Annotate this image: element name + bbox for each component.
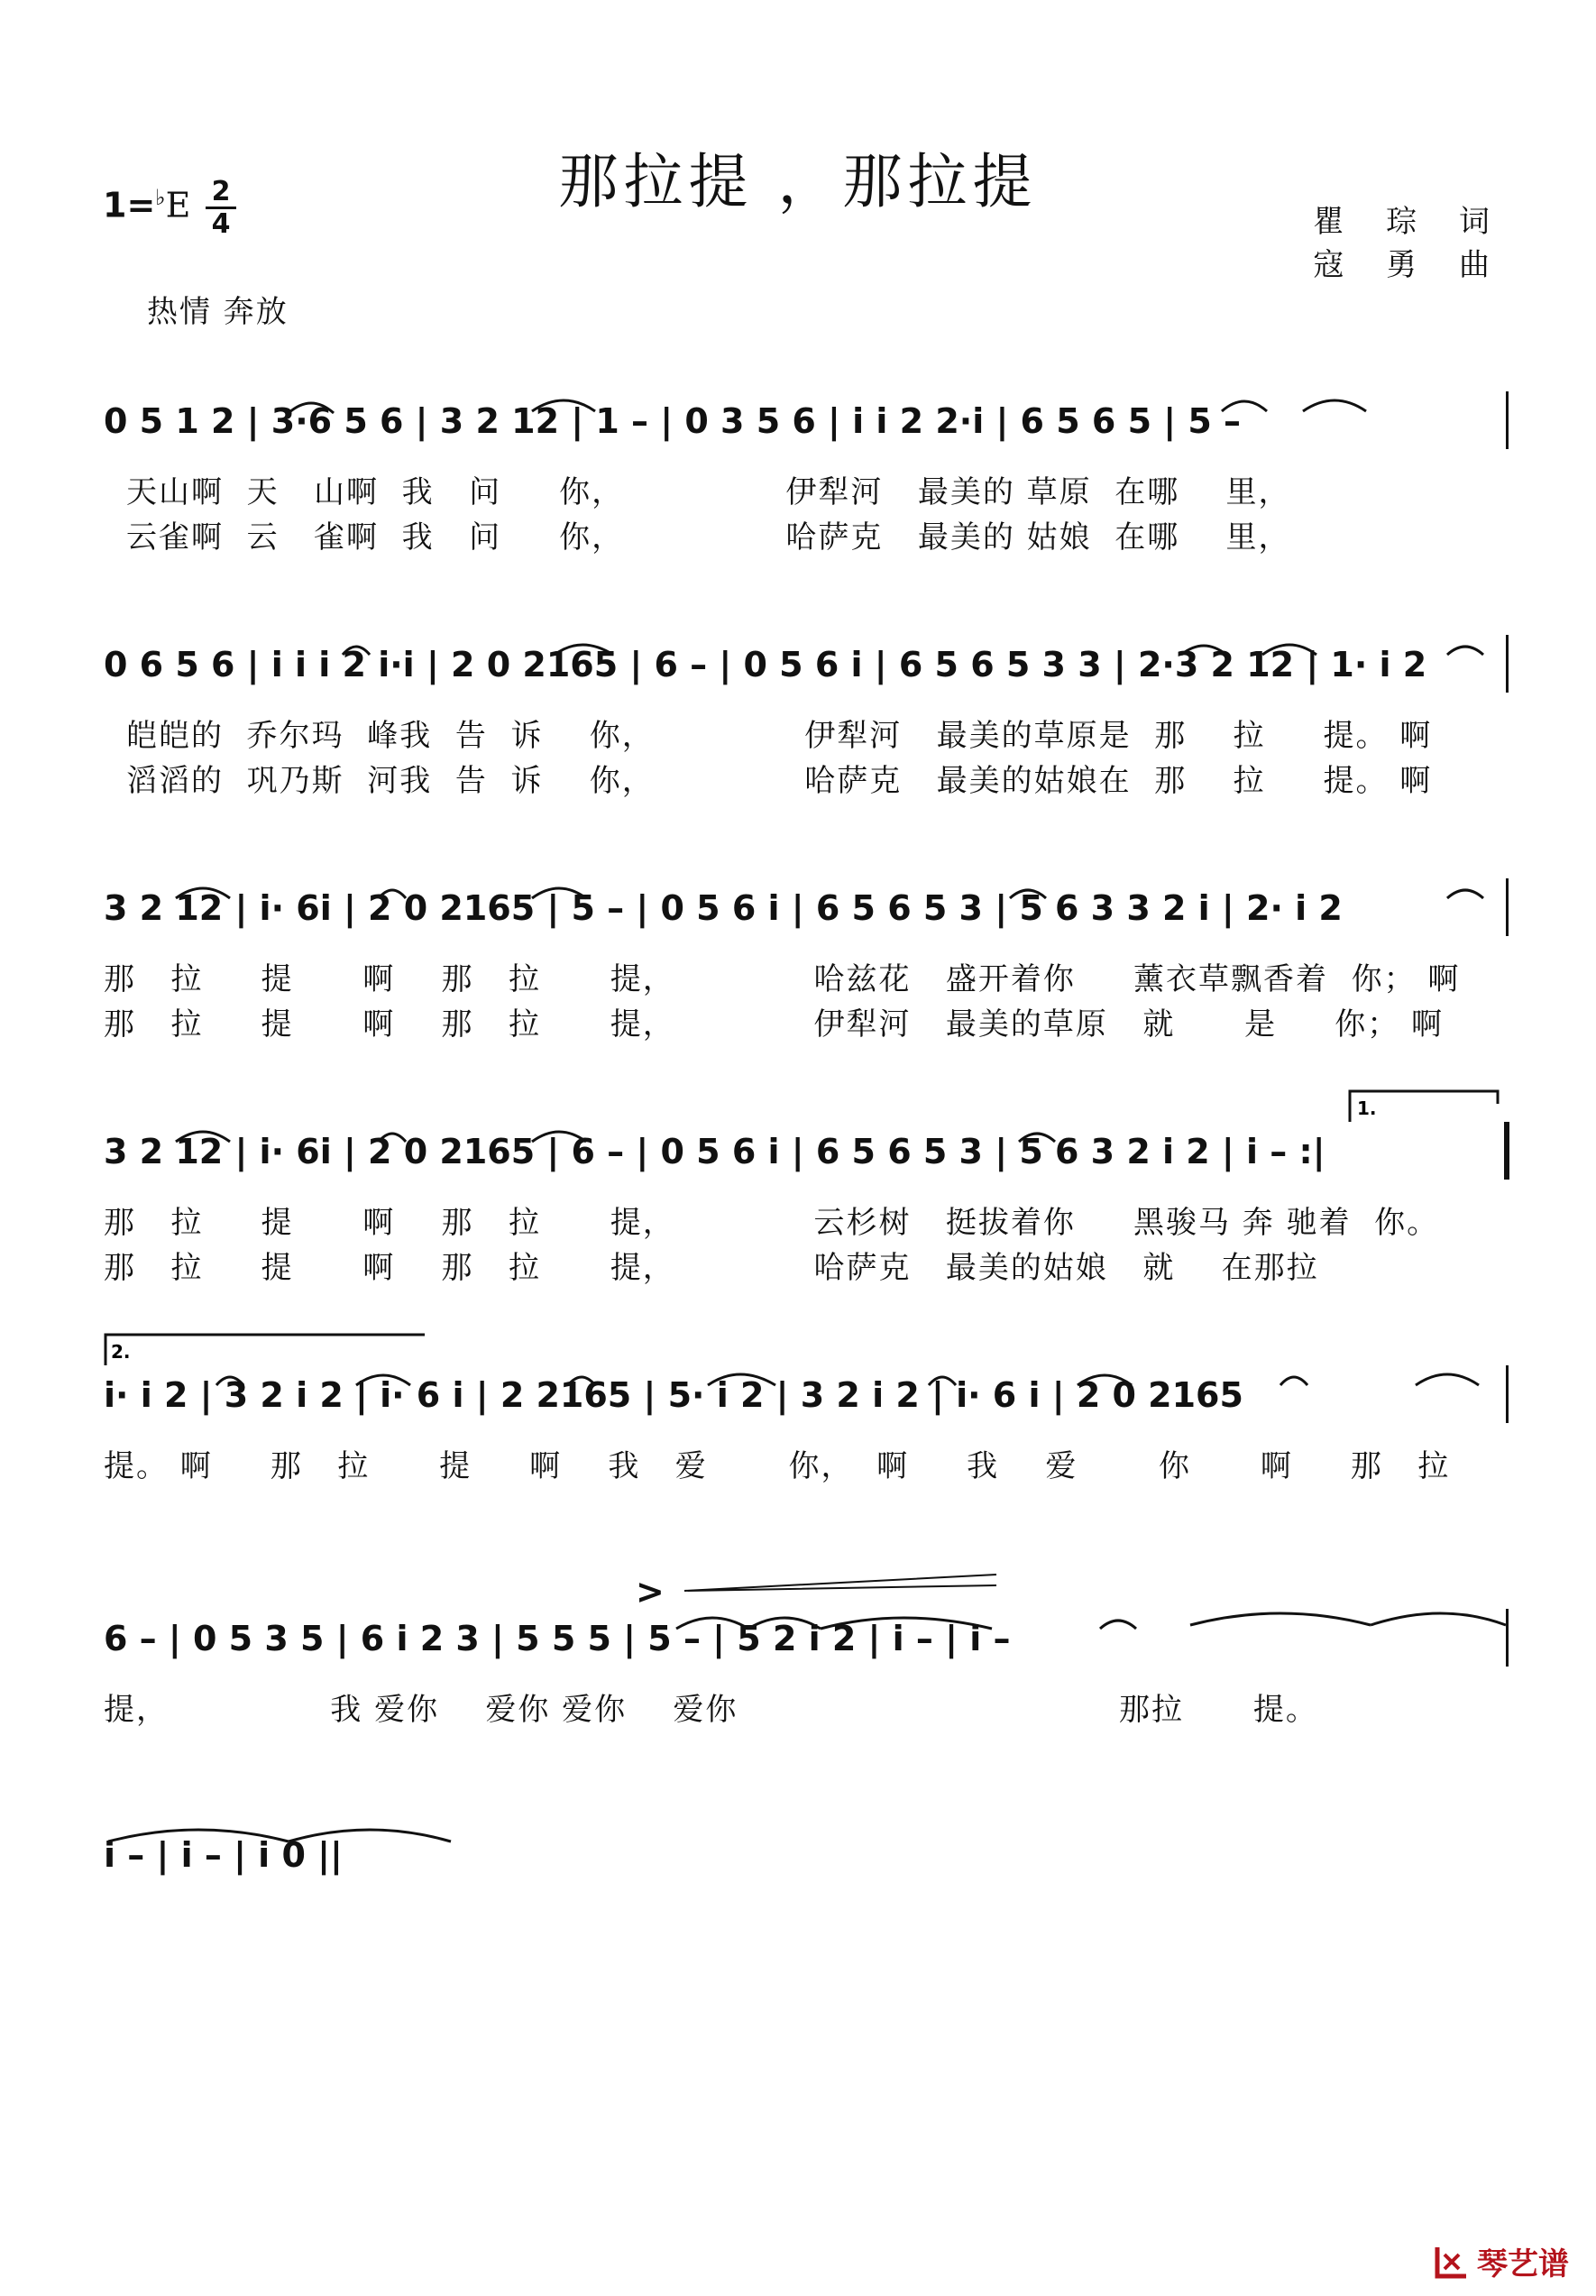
watermark-text: 琴艺谱 [1477, 2246, 1569, 2282]
notation-line-2 [0, 631, 1596, 703]
notes-text: 3 2 12 | i· 6i | 2 0 2165 | 5 – | 0 5 6 i | 6 5 6 5 3 | 5 6 3 3 2 i | 2· i 2 [104, 888, 1343, 928]
notation-line-4 [0, 1118, 1596, 1190]
lyrics-verse-1: 那 拉 提 啊 那 拉 提， 哈兹花 盛开着你 薰衣草飘香着 你； 啊 [104, 961, 1461, 997]
barline [1506, 391, 1509, 449]
lyrics-verse-2: 那 拉 提 啊 那 拉 提， 哈萨克 最美的姑娘 就 在那拉 [104, 1250, 1319, 1286]
time-sig-numerator: 2 [211, 176, 231, 207]
lyricist-credit: 瞿 琮 词 [1313, 204, 1506, 240]
first-ending-bracket [1348, 1088, 1501, 1124]
accent-mark: > [636, 1572, 665, 1612]
notes-text: 3 2 12 | i· 6i | 2 0 2165 | 6 – | 0 5 6 i | 6 5 6 5 3 | 5 6 3 2 i 2 | i – :| [104, 1132, 1325, 1171]
tempo-marking: 热情 奔放 [147, 294, 289, 330]
staff-system-4 [0, 1097, 1596, 1335]
notation-line-6 [0, 1572, 1596, 1677]
notes-text: i· i 2 | 3 2 i 2 | i· 6 i | 2 2165 | 5· i 2 | 3 2 i 2 | i· 6 i | 2 0 2165 [104, 1375, 1243, 1415]
lyrics-verse-1: 提， 我 爱你 爱你 爱你 爱你 那拉 提。 [104, 1692, 1318, 1728]
composer-credit: 寇 勇 曲 [1313, 247, 1506, 283]
staff-system-5 [0, 1341, 1596, 1578]
key-prefix: 1= [103, 185, 156, 225]
notation-line-1 [0, 388, 1596, 460]
crescendo-hairpin [681, 1571, 1005, 1598]
lyrics-verse-2: 滔滔的 巩乃斯 河我 告 诉 你， 哈萨克 最美的姑娘在 那 拉 提。 啊 [126, 763, 1433, 799]
key-signature [103, 185, 190, 225]
lyrics-verse-1: 提。 啊 那 拉 提 啊 我 爱 你， 啊 我 爱 你 啊 那 拉 [104, 1448, 1451, 1484]
barline [1506, 635, 1509, 693]
notes-text: 0 5 1 2 | 3·6 5 6 | 3 2 12 | 1 – | 0 3 5 6 | i i 2 2·i | 6 5 6 5 | 5 – [104, 401, 1242, 441]
notation-line-3 [0, 875, 1596, 947]
time-signature [206, 177, 236, 239]
notes-text: i – | i – | i 0 || [104, 1835, 343, 1875]
lyrics-verse-1: 天山啊 天 山啊 我 问 你， 伊犁河 最美的 草原 在哪 里， [126, 474, 1291, 510]
notes-text: 6 – | 0 5 3 5 | 6 i 2 3 | 5 5 5 | 5 – | 5 2 i 2 | i – | i – [104, 1619, 1011, 1658]
notation-line-5 [0, 1362, 1596, 1434]
staff-system-6 [0, 1572, 1596, 1822]
key-name: E [165, 185, 191, 225]
staff-system-2 [0, 631, 1596, 848]
ending-label: 1. [1357, 1097, 1377, 1119]
lyrics-verse-1: 那 拉 提 啊 那 拉 提， 云杉树 挺拔着你 黑骏马 奔 驰着 你。 [104, 1205, 1440, 1241]
song-title: 那拉提 ，那拉提 [558, 147, 1038, 216]
lyrics-verse-1: 皑皑的 乔尔玛 峰我 告 诉 你， 伊犁河 最美的草原是 那 拉 提。 啊 [126, 718, 1433, 754]
staff-system-3 [0, 875, 1596, 1091]
flat-sign: ♭ [155, 185, 166, 210]
lyrics-verse-2: 云雀啊 云 雀啊 我 问 你， 哈萨克 最美的 姑娘 在哪 里， [126, 519, 1291, 556]
barline [1506, 878, 1509, 936]
barline [1506, 1609, 1509, 1667]
staff-system-7 [0, 1822, 1596, 2038]
lyrics-verse-2: 那 拉 提 啊 那 拉 提， 伊犁河 最美的草原 就 是 你； 啊 [104, 1006, 1445, 1042]
time-sig-denominator: 4 [206, 207, 236, 239]
watermark [1432, 2239, 1569, 2283]
notation-line-7 [0, 1822, 1596, 1894]
repeat-end-barline [1504, 1122, 1509, 1180]
staff-system-1 [0, 388, 1596, 604]
barline [1506, 1365, 1509, 1423]
ending-label: 2. [111, 1341, 131, 1363]
notes-text: 0 6 5 6 | i i i 2 i·i | 2 0 2165 | 6 – | 0 5 6 i | 6 5 6 5 3 3 | 2·3 2 12 | 1· i 2 [104, 645, 1427, 684]
brand-logo-icon [1432, 2242, 1472, 2282]
